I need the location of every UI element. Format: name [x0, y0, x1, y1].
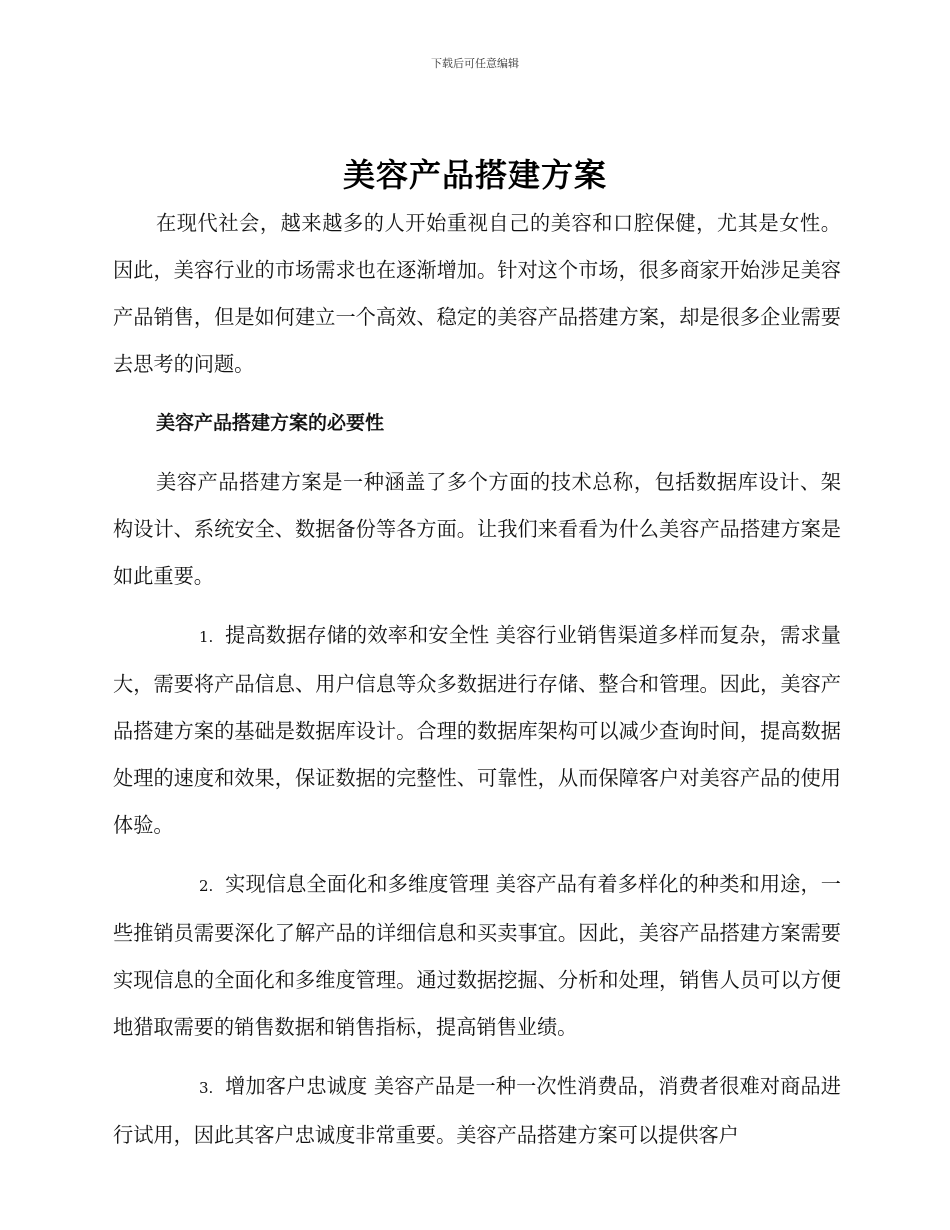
- list-item-text: 提高数据存储的效率和安全性 美容行业销售渠道多样而复杂，需求量大，需要将产品信息、用户信息等众多数据进行存储、整合和管理。因此，美容产品搭建方案的基础是数据库设计。合理的数据库架构可以减少查询时间，提高数据处理的速度和效果，保证数据的完整性、可靠性，从而保障客户对美容产品的使用体验。: [113, 623, 841, 837]
- list-item-2: [113, 861, 841, 1051]
- document-title: 美容产品搭建方案: [342, 156, 607, 194]
- section-intro-paragraph: 美容产品搭建方案是一种涵盖了多个方面的技术总称，包括数据库设计、架构设计、系统安全、数据备份等各方面。让我们来看看为什么美容产品搭建方案是如此重要。: [113, 470, 841, 588]
- list-number: 1.: [199, 628, 214, 646]
- document-body: [113, 200, 841, 1159]
- section-heading: 美容产品搭建方案的必要性: [156, 412, 385, 434]
- list-item-1: [113, 612, 841, 849]
- list-item-text: 实现信息全面化和多维度管理 美容产品有着多样化的种类和用途，一些推销员需要深化了解产品的详细信息和买卖事宜。因此，美容产品搭建方案需要实现信息的全面化和多维度管理。通过数据挖掘、分析和处理，销售人员可以方便地猎取需要的销售数据和销售指标，提高销售业绩。: [113, 872, 841, 1039]
- intro-paragraph: 在现代社会，越来越多的人开始重视自己的美容和口腔保健，尤其是女性。因此，美容行业的市场需求也在逐渐增加。针对这个市场，很多商家开始涉足美容产品销售，但是如何建立一个高效、稳定的美容产品搭建方案，却是很多企业需要去思考的问题。: [113, 211, 841, 376]
- list-item-text: 增加客户忠诚度 美容产品是一种一次性消费品，消费者很难对商品进行试用，因此其客户忠诚度非常重要。美容产品搭建方案可以提供客户: [113, 1074, 841, 1147]
- list-number: 2.: [199, 877, 214, 895]
- header-note: 下载后可任意编辑: [431, 57, 519, 70]
- list-number: 3.: [199, 1079, 214, 1097]
- list-item-3: [113, 1063, 841, 1159]
